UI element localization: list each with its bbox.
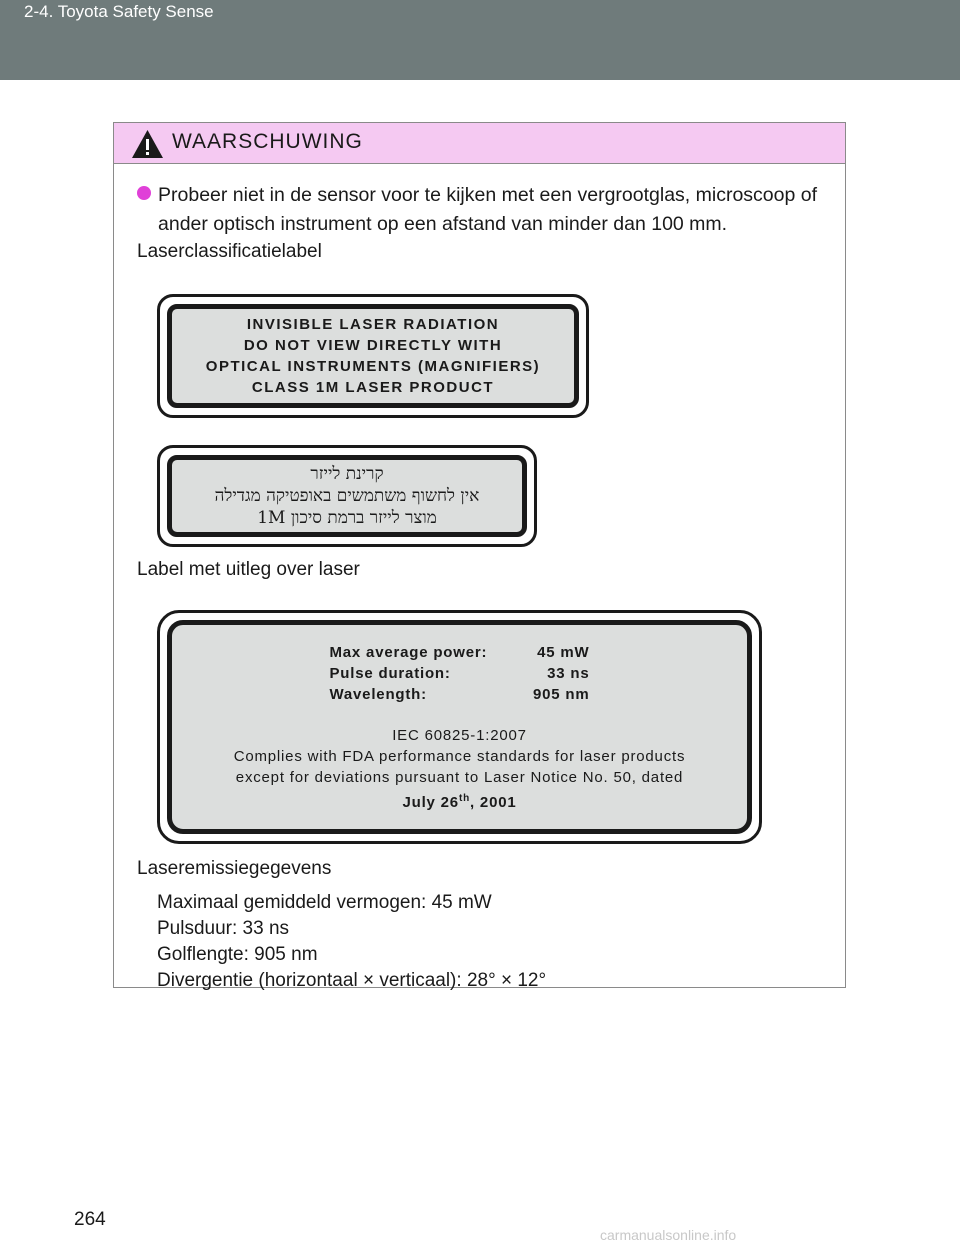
warning-bullet-text: Probeer niet in de sensor voor te kijken met een vergrootglas, microscoop of ander optisch instrument op een afstand van minder dan 100 mm. <box>158 184 818 235</box>
label-line: OPTICAL INSTRUMENTS (MAGNIFIERS) <box>205 358 541 375</box>
spec-row: Wavelength: 905 nm <box>329 685 590 703</box>
emission-data-heading: Laseremissiegegevens <box>137 858 332 879</box>
emission-list <box>157 890 546 994</box>
emission-line: Maximaal gemiddeld vermogen: 45 mW <box>157 892 492 913</box>
laser-explanation-label <box>157 610 762 844</box>
spec-table <box>330 642 590 705</box>
bullet-icon <box>137 186 151 200</box>
emission-line: Divergentie (horizontaal × verticaal): 28° × 12° <box>157 970 547 991</box>
laser-explanation-panel <box>167 620 752 834</box>
standard-text: IEC 60825-1:2007 <box>392 726 527 744</box>
label-line: קרינת לייזר <box>310 464 384 484</box>
label-line: CLASS 1M LASER PRODUCT <box>251 379 495 396</box>
page-header <box>0 0 960 80</box>
warning-triangle-icon <box>131 129 164 159</box>
compliance-text: except for deviations pursuant to Laser Notice No. 50, dated <box>235 768 684 786</box>
spec-row: Max average power: 45 mW <box>329 643 590 661</box>
watermark: carmanualsonline.info <box>600 1227 737 1243</box>
classification-label-heading: Laserclassificatielabel <box>137 241 322 262</box>
page-number: 264 <box>74 1209 106 1230</box>
warning-box <box>113 122 846 991</box>
warning-bullet <box>137 181 842 239</box>
label-line: INVISIBLE LASER RADIATION <box>246 316 500 333</box>
label-line: אין לחשוף משתמשים באופטיקה מגדילה <box>214 486 480 506</box>
section-title: 2-4. Toyota Safety Sense <box>24 2 214 21</box>
laser-label-hebrew <box>157 445 537 547</box>
label-line: מוצר לייזר ברמת סיכון 1M <box>257 508 437 528</box>
warning-title: WAARSCHUWING <box>172 130 363 153</box>
laser-label-english-panel <box>167 304 579 408</box>
explanation-label-heading: Label met uitleg over laser <box>137 559 360 580</box>
emission-line: Golflengte: 905 nm <box>157 944 318 965</box>
compliance-date: July 26th, 2001 <box>402 792 517 811</box>
warning-title-bar <box>114 123 845 164</box>
laser-label-hebrew-panel <box>167 455 527 537</box>
laser-label-english <box>157 294 589 418</box>
label-line: DO NOT VIEW DIRECTLY WITH <box>243 337 503 354</box>
emission-line: Pulsduur: 33 ns <box>157 918 290 939</box>
compliance-text: Complies with FDA performance standards for laser products <box>233 747 686 765</box>
spec-row: Pulse duration: 33 ns <box>329 664 590 682</box>
